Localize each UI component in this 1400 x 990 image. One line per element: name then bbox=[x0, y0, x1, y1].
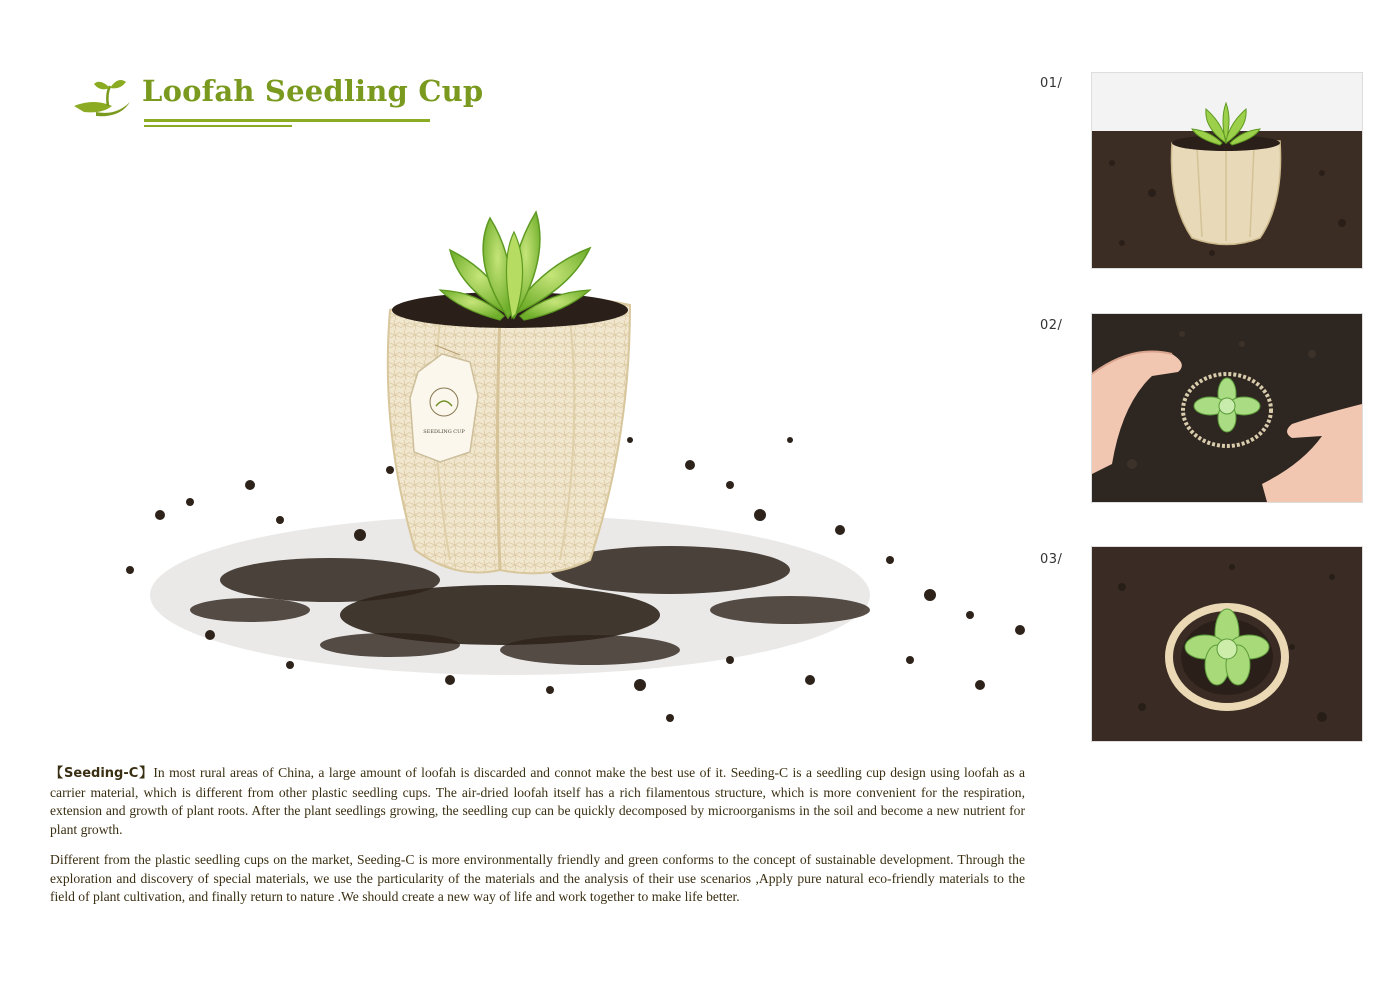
succulent-plant bbox=[440, 212, 590, 320]
tag-text: SEEDLING CUP bbox=[423, 429, 465, 435]
description-paragraph-1: 【Seeding-C】In most rural areas of China, a large amount of loofah is discarded and connot make the best use of it. Seeding-C is a seedling cup design using loofah as a carrier material, which is different from other plastic seedling cups. The air-dried loofah itself has a rich filamentous structure, which is more convenient for the respiration, extension and growth of plant roots. After the plant seedlings growing, the seedling cup can be quickly decomposed by microorganisms in the soil and become a new nutrient for plant growth. bbox=[50, 765, 1025, 837]
seedling-logo-icon bbox=[72, 76, 134, 118]
step-01-image bbox=[1092, 73, 1362, 268]
title-underline-short bbox=[144, 125, 292, 127]
title-underline bbox=[144, 119, 430, 122]
step-photo-02 bbox=[1091, 313, 1363, 503]
step-label-02: 02/ bbox=[1040, 318, 1063, 333]
step-label-03: 03/ bbox=[1040, 552, 1063, 567]
step-photo-03 bbox=[1091, 546, 1363, 742]
page-title: Loofah Seedling Cup bbox=[142, 74, 484, 108]
description-paragraph-2: Different from the plastic seedling cups on the market, Seeding-C is more environmentally friendly and green conforms to the concept of sustainable development. Through the exploration and discovery of special materials, we use the particularity of the materials and the analysis of their use scenarios ,Apply pure natural eco-friendly materials to the field of plant cultivation, and finally return to nature .We should create a new way of life and work together to make life better. bbox=[50, 852, 1025, 904]
description-block bbox=[50, 764, 1025, 919]
step-02-image bbox=[1092, 314, 1362, 502]
step-label-01: 01/ bbox=[1040, 76, 1063, 91]
step-photo-01 bbox=[1091, 72, 1363, 269]
hero-product-image bbox=[30, 140, 1040, 740]
poster-header bbox=[72, 72, 484, 132]
project-name: 【Seeding-C】 bbox=[50, 766, 154, 781]
step-03-image bbox=[1092, 547, 1362, 741]
